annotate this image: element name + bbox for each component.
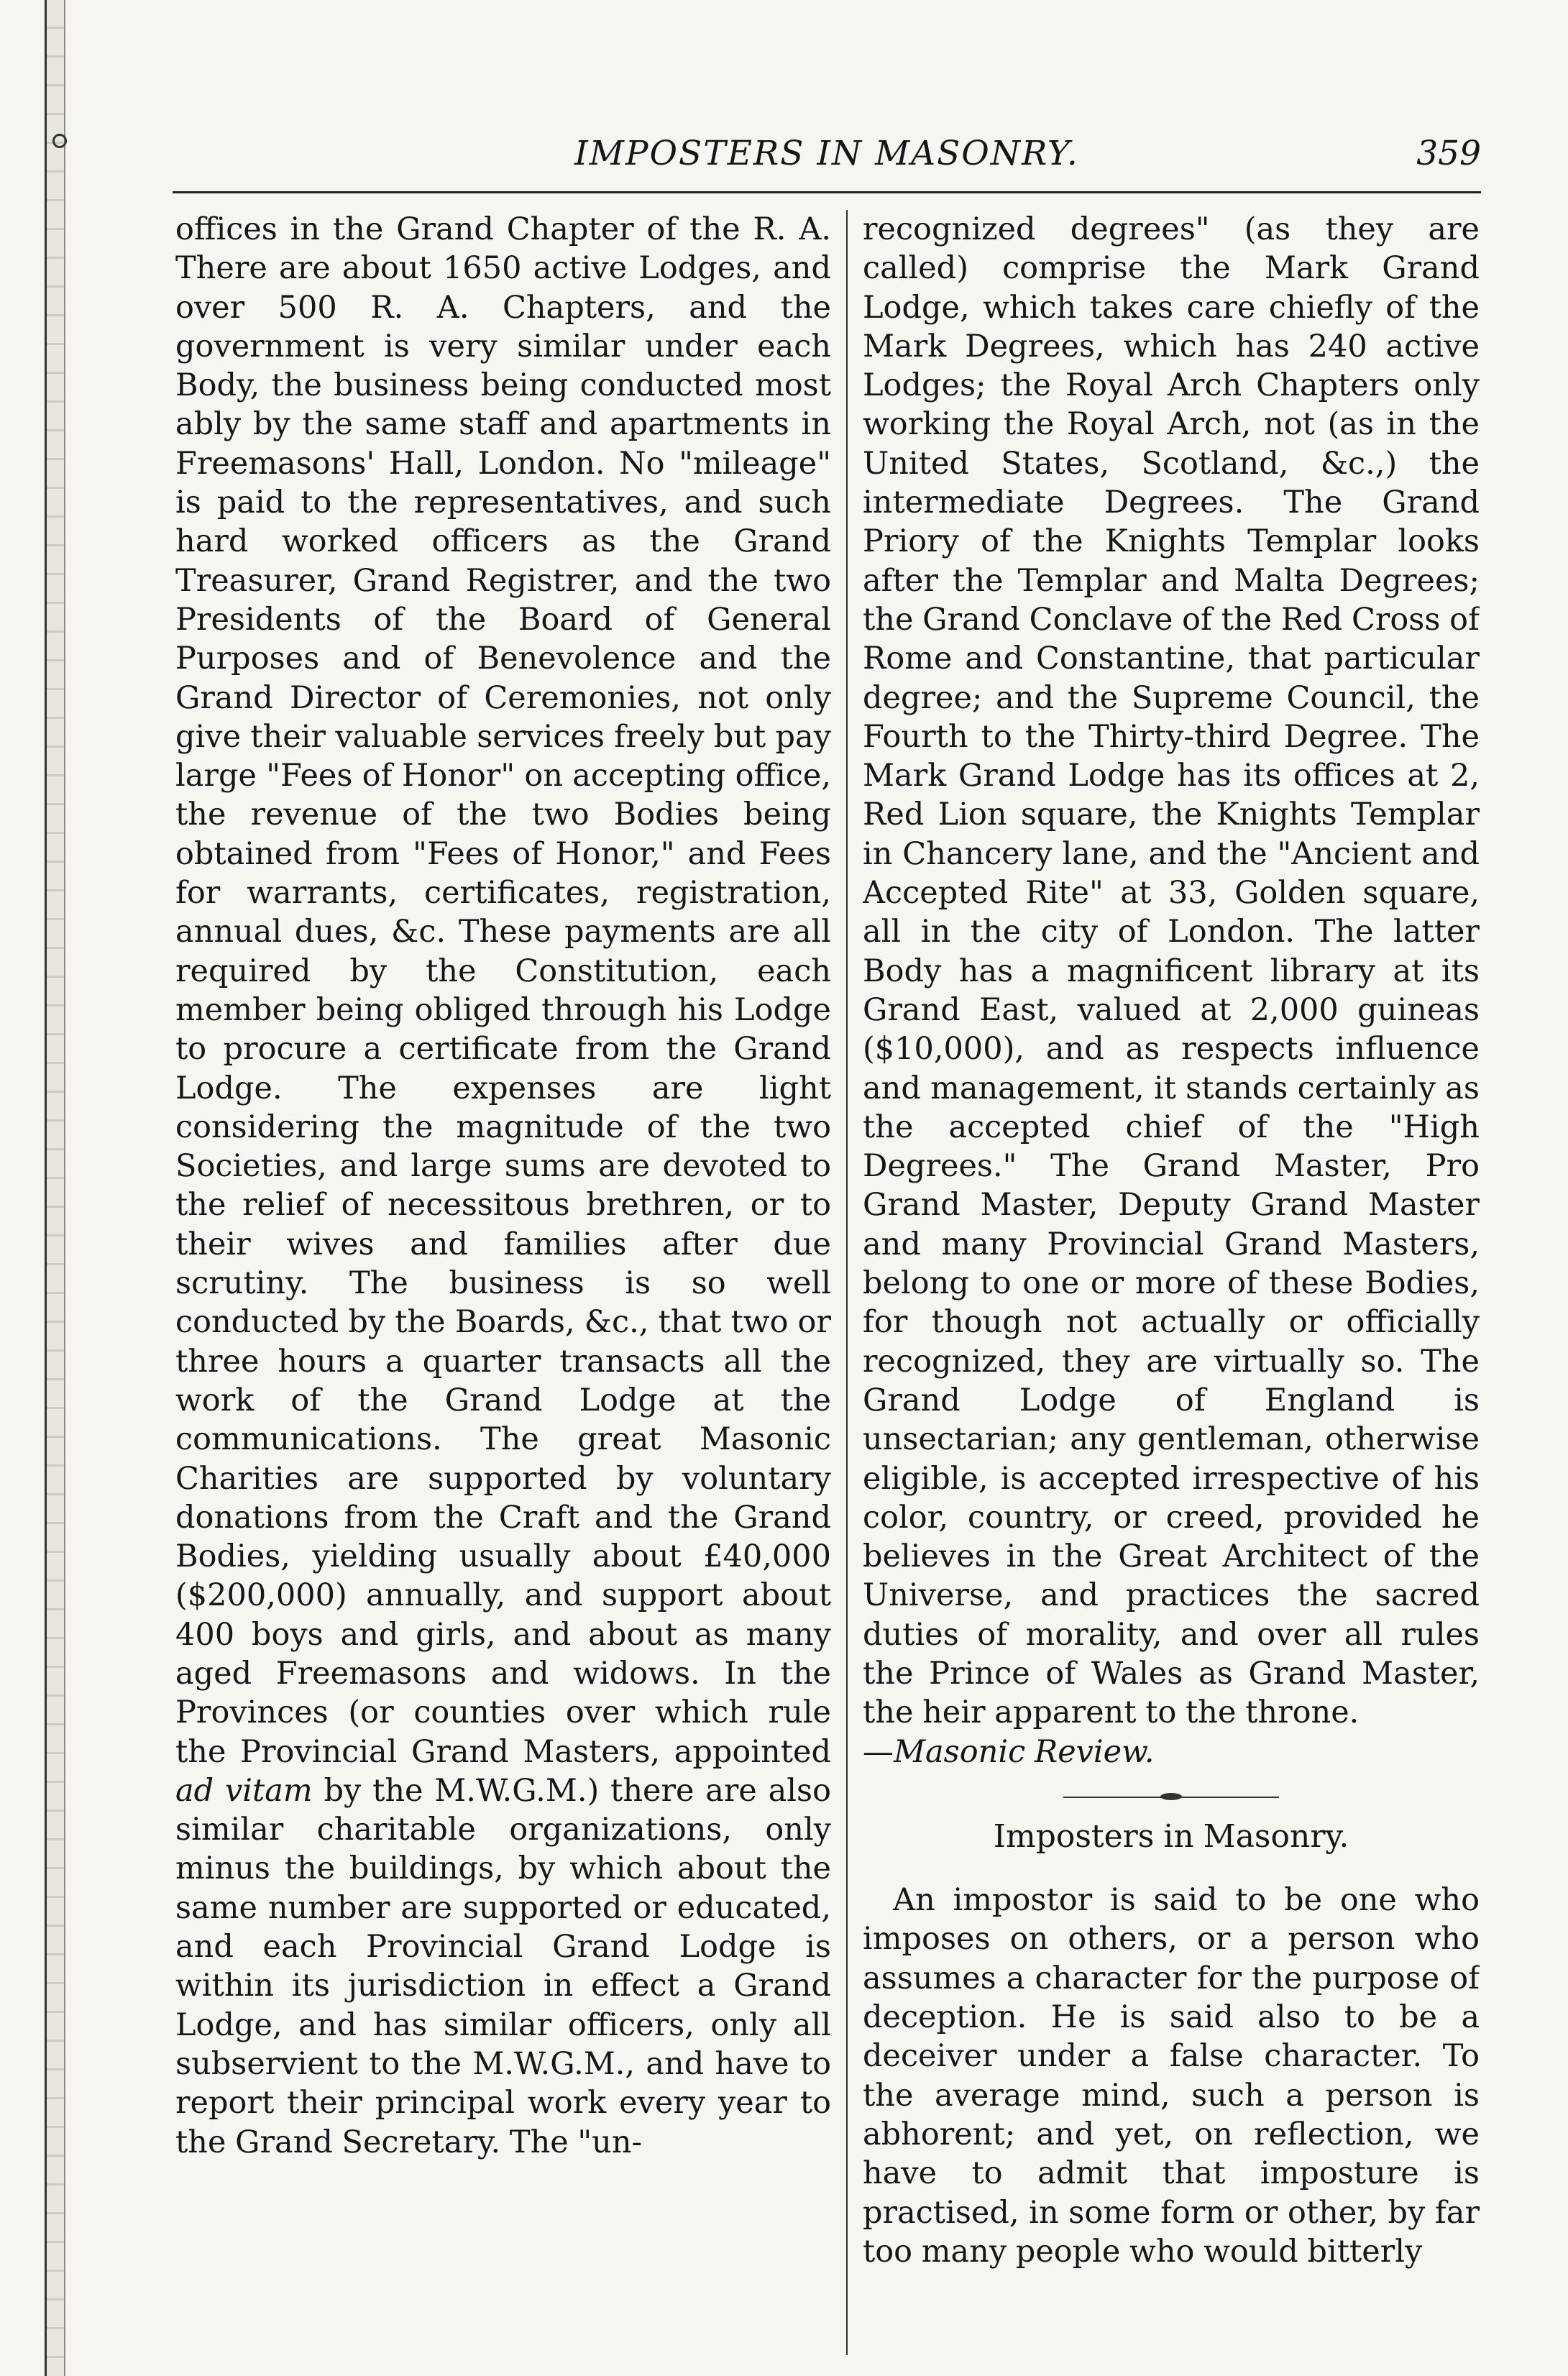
- header-rule: [173, 191, 1481, 193]
- right-paragraph-text: recognized degrees" (as they are called) comprise the Mark Grand Lodge, which takes care chiefly of the Mark Degrees, which has 240 active Lodges; the Royal Arch Chapters only working the Royal Arch, not (as in the United States, Scotland, &c.,) the intermediate Degrees. The Grand Priory of the Knights Templar looks after the Templar and Malta Degrees; the Grand Conclave of the Red Cross of Rome and Constantine, that particular degree; and the Supreme Council, the Fourth to the Thirty-third Degree. The Mark Grand Lodge has its offices at 2, Red Lion square, the Knights Templar in Chancery lane, and the "Ancient and Accepted Rite" at 33, Golden square, all in the city of London. The latter Body has a magnificent library at its Grand East, valued at 2,000 guineas ($10,000), and as respects influence and management, it stands certainly as the accepted chief of the "High Degrees." The Grand Master, Pro Grand Master, Deputy Grand Master and many Provincial Grand Masters, belong to one or more of these Bodies, for though not actually or officially recognized, they are virtually so. The Grand Lodge of England is unsectarian; any gentleman, otherwise eligible, is accepted irrespective of his color, country, or creed, provided he believes in the Great Architect of the Universe, and practices the sacred duties of morality, and over all rules the Prince of Wales as Grand Master, the heir apparent to the throne.: [863, 211, 1480, 1731]
- source-attribution: —Masonic Review.: [863, 1733, 1155, 1770]
- section-paragraph: An impostor is said to be one who imposes on others, or a person who assumes a character for the purpose of deception. He is said also to be a deceiver under a false character. To the average mind, such a person is abhorent; and yet, on reflection, we have to admit that imposture is practised, in some form or other, by far too many people who would bitterly: [863, 1882, 1480, 2270]
- latin-phrase: ad vitam: [175, 1772, 313, 1809]
- left-column: [175, 210, 831, 2355]
- book-spine-gutter: [45, 0, 65, 2376]
- section-title: Imposters in Masonry.: [993, 1817, 1349, 1855]
- right-column-paragraph: [863, 210, 1480, 1771]
- left-column-paragraph: [175, 210, 831, 2162]
- running-title: IMPOSTERS IN MASONRY.: [574, 134, 1079, 173]
- left-paragraph-text: offices in the Grand Chapter of the R. A. There are about 1650 active Lodges, and over 500 R. A. Chapters, and the government is very similar under each Body, the business being conducted most ably by the same staff and apartments in Freemasons' Hall, London. No "mileage" is paid to the representatives, and such hard worked officers as the Grand Treasurer, Grand Registrer, and the two Presidents of the Board of General Purposes and of Benevolence and the Grand Director of Ceremonies, not only give their valuable services freely but pay large "Fees of Honor" on accepting office, the revenue of the two Bodies being obtained from "Fees of Honor," and Fees for warrants, certificates, registration, annual dues, &c. These payments are all required by the Constitution, each member being obliged through his Lodge to procure a certificate from the Grand Lodge. The expenses are light considering the magnitude of the two Societies, and large sums are devoted to the relief of necessitous brethren, or to their wives and families after due scrutiny. The business is so well conducted by the Boards, &c., that two or three hours a quarter transacts all the work of the Grand Lodge at the communications. The great Masonic Charities are supported by voluntary donations from the Craft and the Grand Bodies, yielding usually about £40,000 ($200,000) annually, and support about 400 boys and girls, and about as many aged Freemasons and widows. In the Provinces (or counties over which rule the Provincial Grand Masters, appointed: [175, 211, 831, 1770]
- running-header: [173, 134, 1481, 184]
- margin-mark-icon: [52, 134, 67, 148]
- left-paragraph-end: by the M.W.G.M.) there are also similar charitable organizations, only minus the buildings, by which about the same number are supported or educated, and each Provincial Grand Lodge is within its jurisdiction in effect a Grand Lodge, and has similar officers, only all subservient to the M.W.G.M., and have to report their principal work every year to the Grand Secretary. The "un-: [175, 1772, 831, 2160]
- ornamental-rule: [1063, 1790, 1279, 1804]
- page-number: 359: [1416, 134, 1481, 173]
- column-divider: [846, 210, 848, 2355]
- right-column: [863, 210, 1480, 2355]
